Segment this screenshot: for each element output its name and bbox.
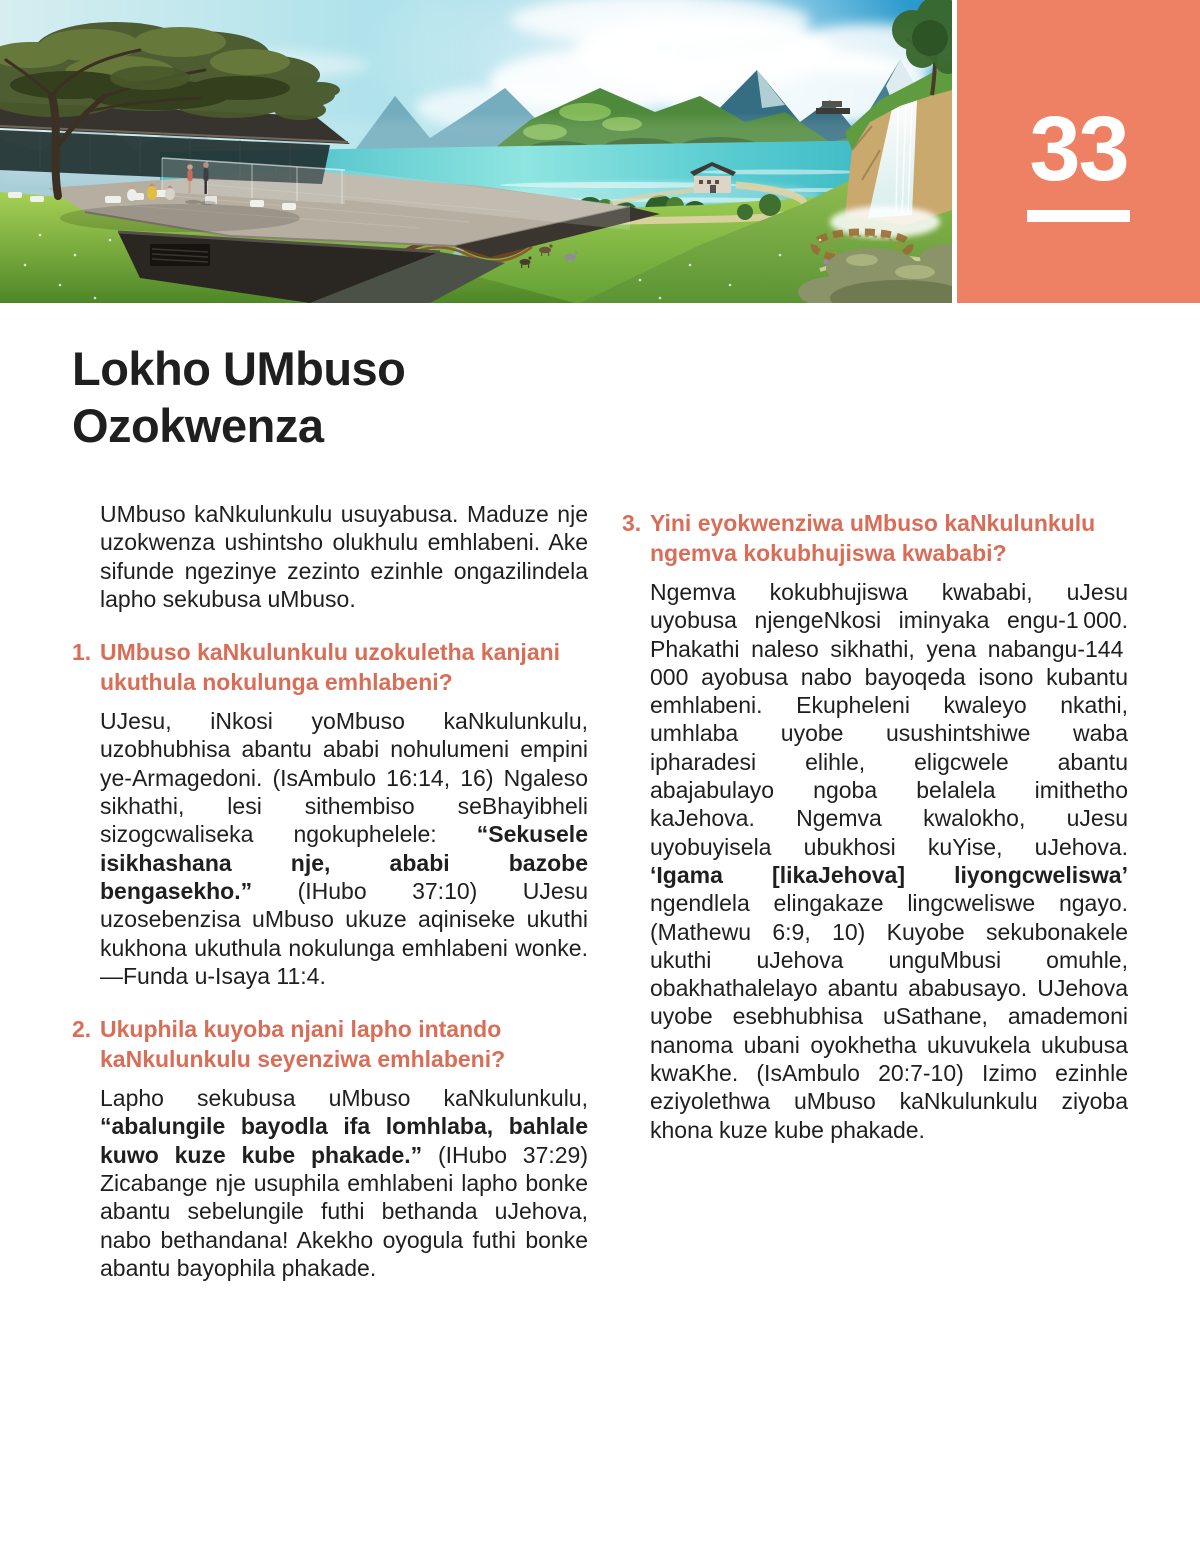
paragraph-1: [100, 707, 588, 990]
paragraph-2: [100, 1084, 588, 1282]
intro-paragraph: UMbuso kaNkulunkulu usuyabusa. Maduze nje uzokwenza ushintsho olukhulu emhlabeni. Ake sifunde ngezinye zezinto ezinhle ongazilindela lapho sekubusa uMbuso.: [100, 501, 588, 612]
paragraph-1-text-end: (IHubo 37:10) UJesu uzosebenzisa uMbuso ukuze aqiniseke ukuthi kukhona ukuthula nokulunga emhlabeni wonke.—Funda u-Isaya 11:4.: [100, 877, 588, 989]
question-2-text: Ukuphila kuyoba njani lapho intando kaNkulunkulu seyenziwa emhlabeni?: [100, 1016, 506, 1073]
paragraph-1-bold-quote: “Sekusele isikhashana nje, ababi bazobe bengasekho.”: [100, 821, 588, 904]
paragraph-3-text-end: ngendlela elingakaze lingcweliswe ngayo. (Mathewu 6:9, 10) Kuyobe sekubonakele ukuthi uJehova unguMbusi omuhle, obakhathalelayo abantu ababusayo. UJehova uyobe esebhubhisa uSathane, amademoni nanoma ubani oyokhetha ukuvukela ukubusa kwaKhe. (IsAmbulo 20:7-10) Izimo ezinhle eziyolethwa uMbuso kaNkulunkulu ziyoba khona kuze kube phakade.: [650, 890, 1128, 1143]
question-3-text: Yini eyokwenziwa uMbuso kaNkulunkulu ngemva kokubhujiswa kwababi?: [650, 510, 1096, 566]
question-3-number: 3.: [622, 510, 642, 536]
right-column: [622, 500, 1128, 1282]
question-1-heading: [72, 637, 588, 697]
question-1-text: UMbuso kaNkulunkulu uzokuletha kanjani ukuthula nokulunga emhlabeni?: [100, 639, 561, 696]
paragraph-3-text: Ngemva kokubhujiswa kwababi, uJesu uyobusa njengeNkosi iminyaka engu-1 000. Phakathi naleso sikhathi, yena nabangu-144 000 ayobusa nabo bayoqeda isono kubantu emhlabeni. Ekupheleni kwaleyo nkathi, umhlaba uyobe usushintshiwe waba ipharadesi elihle, eligcwele abantu abajabulayo ngoba belalela imithetho kaJehova. Ngemva kwalokho, uJesu uyobuyisela ubukhosi kuYise, uJehova.: [650, 579, 1128, 860]
question-1-number: 1.: [72, 639, 92, 666]
paragraph-3-bold-quote: ‘Igama [likaJehova] liyongcweliswa’: [650, 861, 1128, 888]
paragraph-1-text: UJesu, iNkosi yoMbuso kaNkulunkulu, uzobhubhisa abantu ababi nohulumeni empini ye-Armagedoni. (IsAmbulo 16:14, 16) Ngaleso sikhathi, lesi sithembiso seBhayibheli sizogcwaliseka ngokuphelele:: [100, 708, 588, 848]
page-title: Lokho UMbuso Ozokwenza: [72, 342, 406, 452]
question-2-number: 2.: [72, 1016, 92, 1043]
lesson-number-badge: [957, 0, 1200, 303]
article-body: [72, 500, 1128, 1282]
paragraph-2-bold-quote: “abalungile bayodla ifa lomhlaba, bahlale kuwo kuze kube phakade.”: [100, 1113, 588, 1168]
lesson-number: 33: [1029, 98, 1128, 200]
question-2-heading: [72, 1014, 588, 1074]
left-column: [72, 500, 588, 1282]
paragraph-3: [650, 578, 1128, 1144]
hero-landscape-image: [0, 0, 952, 303]
question-3-heading: [622, 508, 1128, 568]
lesson-number-underline: [1027, 210, 1130, 222]
paragraph-2-text: Lapho sekubusa uMbuso kaNkulunkulu,: [100, 1085, 588, 1112]
paragraph-2-text-end: (IHubo 37:29) Zicabange nje usuphila emhlabeni lapho bonke abantu sebelungile futhi bethanda uJehova, nabo bethandana! Akekho oyogula futhi bonke abantu bayophila phakade.: [100, 1141, 589, 1281]
